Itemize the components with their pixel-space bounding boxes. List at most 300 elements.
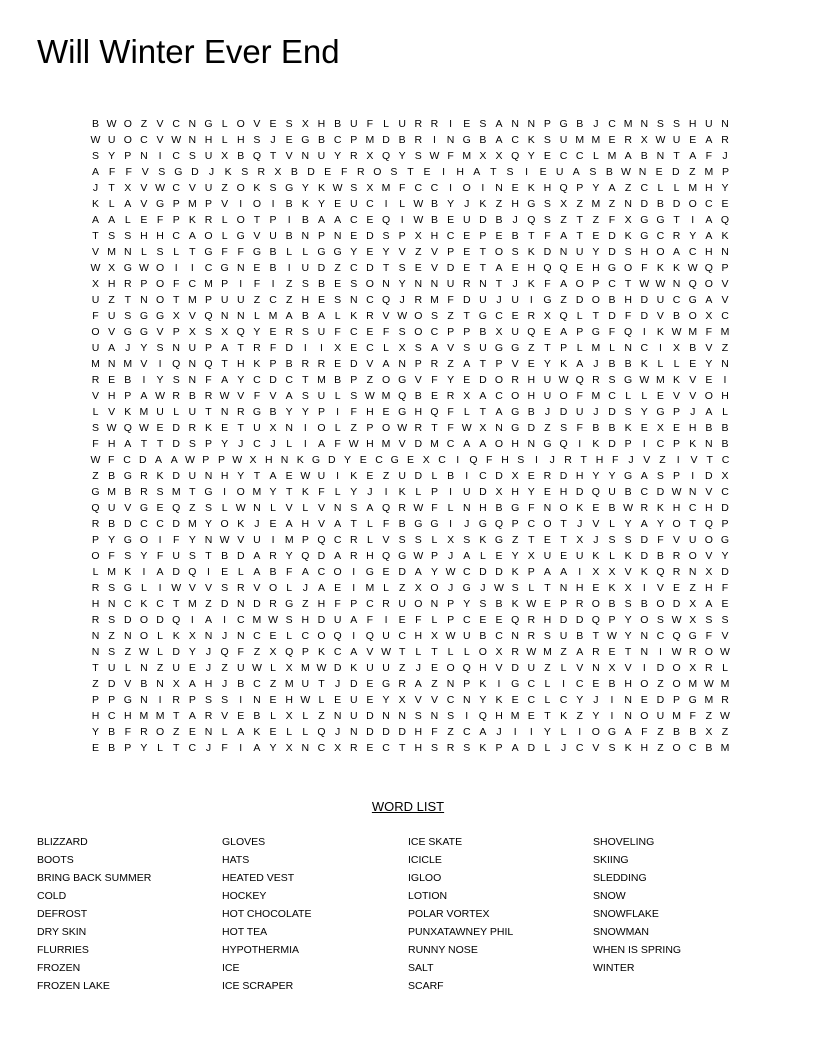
word-list-item: HOCKEY <box>222 890 267 902</box>
grid-letter: V <box>188 310 196 322</box>
grid-letter: X <box>414 230 422 242</box>
grid-letter: H <box>479 502 487 514</box>
grid-letter: C <box>253 678 261 690</box>
grid-letter: T <box>624 278 632 290</box>
grid-letter: I <box>497 678 501 690</box>
grid-letter: U <box>656 710 665 722</box>
grid-letter: H <box>430 230 439 242</box>
grid-letter: Y <box>527 486 535 498</box>
grid-letter: V <box>188 582 196 594</box>
grid-letter: E <box>334 198 342 210</box>
grid-letter: B <box>301 310 309 322</box>
grid-letter: R <box>414 134 423 146</box>
grid-letter: E <box>543 326 551 338</box>
grid-letter: W <box>413 502 424 514</box>
grid-letter: L <box>286 438 293 450</box>
grid-letter: L <box>673 182 680 194</box>
grid-letter: L <box>479 550 486 562</box>
grid-letter: Z <box>205 598 212 610</box>
grid-letter: B <box>721 422 729 434</box>
grid-row <box>88 260 733 276</box>
grid-letter: R <box>349 742 358 754</box>
grid-letter: R <box>705 662 713 674</box>
grid-letter: E <box>576 262 584 274</box>
grid-letter: D <box>705 470 713 482</box>
word-list-item: ICE <box>222 962 240 974</box>
grid-letter: H <box>672 502 681 514</box>
grid-letter: E <box>156 502 164 514</box>
grid-letter: G <box>252 246 261 258</box>
grid-letter: E <box>656 390 664 402</box>
grid-letter: K <box>317 646 325 658</box>
grid-letter: G <box>123 534 132 546</box>
grid-letter: E <box>543 486 551 498</box>
grid-letter: L <box>383 118 389 130</box>
grid-letter: C <box>333 134 342 146</box>
grid-letter: Q <box>172 502 181 514</box>
grid-letter: L <box>722 662 728 674</box>
grid-letter: V <box>576 662 584 674</box>
grid-letter: N <box>220 406 229 418</box>
grid-letter: N <box>188 134 197 146</box>
grid-letter: T <box>706 454 713 466</box>
grid-letter: L <box>431 534 438 546</box>
grid-letter: Y <box>237 470 245 482</box>
grid-letter: P <box>673 470 681 482</box>
grid-letter: W <box>268 614 278 626</box>
grid-letter: F <box>544 230 551 242</box>
grid-letter: F <box>431 726 438 738</box>
grid-letter: H <box>688 118 697 130</box>
grid-letter: G <box>543 438 552 450</box>
grid-row <box>88 116 733 132</box>
grid-letter: Y <box>543 726 551 738</box>
grid-letter: S <box>463 742 471 754</box>
grid-letter: S <box>589 166 597 178</box>
grid-letter: N <box>640 118 649 130</box>
word-list-column <box>222 835 402 997</box>
grid-letter: C <box>511 134 519 146</box>
grid-letter: D <box>721 566 729 578</box>
grid-letter: A <box>640 470 648 482</box>
grid-letter: E <box>673 582 681 594</box>
grid-letter: J <box>92 182 99 194</box>
grid-letter: X <box>689 662 697 674</box>
grid-letter: D <box>721 502 729 514</box>
grid-letter: Q <box>381 214 391 226</box>
grid-letter: A <box>285 390 293 402</box>
grid-letter: Q <box>591 486 600 498</box>
grid-letter: H <box>107 278 116 290</box>
grid-letter: M <box>317 374 326 386</box>
grid-letter: W <box>445 630 456 642</box>
grid-letter: I <box>142 374 146 386</box>
grid-letter: E <box>414 262 422 274</box>
grid-letter: S <box>705 614 713 626</box>
grid-letter: D <box>656 662 665 674</box>
grid-letter: V <box>689 390 697 402</box>
grid-letter: X <box>527 550 535 562</box>
grid-letter: S <box>172 374 180 386</box>
grid-letter: Z <box>366 374 374 386</box>
grid-letter: T <box>302 374 309 386</box>
word-list-item: ICE SKATE <box>408 836 463 848</box>
grid-letter: D <box>671 166 680 178</box>
grid-letter: F <box>108 454 115 466</box>
grid-letter: N <box>253 694 261 706</box>
word-list-item: FROZEN LAKE <box>37 980 110 992</box>
grid-letter: O <box>559 502 568 514</box>
grid-letter: V <box>253 582 261 594</box>
grid-letter: M <box>381 182 391 194</box>
grid-letter: N <box>624 694 632 706</box>
grid-letter: H <box>543 614 552 626</box>
grid-letter: T <box>689 518 696 530</box>
grid-letter: T <box>237 342 244 354</box>
grid-letter: T <box>479 358 487 370</box>
grid-letter: H <box>705 502 713 514</box>
grid-letter: R <box>592 646 600 658</box>
grid-letter: V <box>511 358 519 370</box>
grid-letter: A <box>479 390 487 402</box>
grid-letter: D <box>640 310 649 322</box>
grid-letter: T <box>172 598 180 610</box>
grid-letter: I <box>449 118 453 130</box>
grid-letter: B <box>608 502 616 514</box>
grid-letter: Y <box>721 182 729 194</box>
grid-letter: E <box>560 550 568 562</box>
grid-letter: G <box>607 726 617 738</box>
grid-letter: B <box>608 358 616 370</box>
grid-letter: Y <box>624 630 632 642</box>
grid-letter: H <box>107 390 116 402</box>
grid-letter: Z <box>657 742 664 754</box>
grid-letter: N <box>91 630 100 642</box>
grid-letter: U <box>317 150 326 162</box>
grid-letter: U <box>462 630 471 642</box>
grid-letter: D <box>672 598 681 610</box>
grid-letter: P <box>495 358 503 370</box>
grid-letter: S <box>124 550 132 562</box>
grid-letter: R <box>91 374 100 386</box>
grid-letter: O <box>236 486 245 498</box>
grid-letter: W <box>671 326 682 338</box>
grid-row <box>88 372 733 388</box>
grid-letter: D <box>327 454 336 466</box>
grid-letter: B <box>624 358 632 370</box>
grid-letter: R <box>511 374 519 386</box>
grid-letter: W <box>655 278 666 290</box>
grid-letter: H <box>624 678 632 690</box>
grid-letter: A <box>705 134 713 146</box>
grid-letter: Y <box>398 150 406 162</box>
grid-letter: C <box>123 454 131 466</box>
grid-letter: S <box>156 246 164 258</box>
grid-letter: E <box>334 694 342 706</box>
grid-row <box>88 660 733 676</box>
grid-letter: H <box>705 182 713 194</box>
grid-letter: T <box>544 710 551 722</box>
grid-letter: Z <box>221 662 228 674</box>
grid-letter: F <box>447 406 454 418</box>
grid-letter: L <box>92 566 99 578</box>
grid-letter: Y <box>317 198 325 210</box>
grid-letter: V <box>141 166 149 178</box>
grid-letter: E <box>608 134 616 146</box>
grid-letter: X <box>285 662 293 674</box>
grid-letter: G <box>311 454 321 466</box>
grid-letter: T <box>124 294 131 306</box>
grid-letter: Z <box>382 470 390 482</box>
grid-letter: R <box>204 390 213 402</box>
grid-letter: W <box>623 502 634 514</box>
grid-letter: H <box>511 486 519 498</box>
grid-letter: L <box>366 518 373 530</box>
grid-letter: H <box>479 662 487 674</box>
grid-letter: O <box>155 262 165 274</box>
grid-letter: L <box>544 742 551 754</box>
grid-letter: A <box>624 726 632 738</box>
grid-letter: K <box>124 566 132 578</box>
grid-letter: U <box>479 294 487 306</box>
grid-letter: G <box>688 694 697 706</box>
grid-letter: C <box>317 742 326 754</box>
grid-letter: H <box>495 710 503 722</box>
grid-letter: W <box>185 454 195 466</box>
grid-letter: I <box>535 454 538 466</box>
grid-letter: P <box>543 118 551 130</box>
grid-letter: V <box>656 310 664 322</box>
grid-row <box>88 692 733 708</box>
grid-letter: Y <box>91 726 99 738</box>
grid-letter: X <box>172 678 180 690</box>
grid-letter: B <box>108 742 116 754</box>
word-list-item: HYPOTHERMIA <box>222 944 300 956</box>
grid-letter: E <box>269 518 277 530</box>
grid-letter: S <box>285 118 293 130</box>
grid-letter: F <box>108 166 116 178</box>
grid-letter: G <box>123 262 132 274</box>
grid-letter: T <box>253 470 261 482</box>
grid-letter: C <box>575 678 584 690</box>
grid-letter: R <box>285 326 293 338</box>
grid-letter: S <box>430 310 438 322</box>
grid-letter: Q <box>220 646 229 658</box>
grid-letter: T <box>156 438 164 450</box>
grid-letter: J <box>496 726 502 738</box>
grid-letter: J <box>205 646 212 658</box>
grid-letter: U <box>172 550 180 562</box>
grid-letter: A <box>705 406 713 418</box>
grid-letter: L <box>221 726 228 738</box>
grid-letter: G <box>462 582 471 594</box>
grid-letter: X <box>705 566 713 578</box>
grid-letter: R <box>462 278 471 290</box>
grid-letter: W <box>300 694 311 706</box>
grid-letter: B <box>479 326 487 338</box>
grid-letter: E <box>350 342 358 354</box>
grid-letter: C <box>688 502 697 514</box>
grid-letter: F <box>172 278 180 290</box>
grid-letter: U <box>527 662 536 674</box>
grid-letter: E <box>527 470 535 482</box>
grid-letter: N <box>705 438 713 450</box>
grid-letter: L <box>334 486 341 498</box>
grid-letter: M <box>720 678 730 690</box>
grid-letter: U <box>559 630 568 642</box>
grid-letter: Y <box>656 518 664 530</box>
grid-letter: F <box>334 326 341 338</box>
grid-letter: X <box>269 422 277 434</box>
grid-letter: T <box>398 742 406 754</box>
grid-row <box>88 212 733 228</box>
grid-letter: Z <box>334 262 341 274</box>
grid-letter: O <box>672 742 681 754</box>
grid-letter: W <box>316 662 327 674</box>
grid-letter: D <box>172 470 180 482</box>
grid-letter: L <box>270 502 276 514</box>
grid-letter: X <box>124 182 132 194</box>
grid-letter: N <box>236 598 245 610</box>
grid-letter: W <box>155 182 166 194</box>
grid-letter: K <box>172 630 180 642</box>
word-list-item: POLAR VORTEX <box>408 908 490 920</box>
grid-letter: B <box>608 598 616 610</box>
grid-letter: E <box>188 662 196 674</box>
grid-letter: Y <box>140 342 148 354</box>
grid-letter: Y <box>382 694 390 706</box>
grid-letter: P <box>414 358 422 370</box>
word-list-item: BLIZZARD <box>37 836 88 848</box>
grid-letter: Z <box>431 678 438 690</box>
grid-letter: H <box>688 422 697 434</box>
grid-row <box>88 564 733 580</box>
grid-letter: I <box>303 438 307 450</box>
grid-letter: N <box>156 678 164 690</box>
grid-letter: Q <box>478 710 487 722</box>
grid-letter: B <box>576 630 584 642</box>
grid-letter: V <box>705 486 713 498</box>
grid-letter: V <box>689 374 697 386</box>
grid-letter: X <box>108 262 116 274</box>
grid-letter: X <box>285 710 293 722</box>
grid-letter: M <box>591 390 601 402</box>
grid-letter: O <box>672 678 681 690</box>
grid-letter: A <box>640 518 648 530</box>
grid-letter: V <box>721 294 729 306</box>
grid-letter: U <box>575 406 584 418</box>
grid-letter: B <box>430 214 438 226</box>
grid-letter: M <box>123 358 133 370</box>
grid-letter: U <box>333 614 342 626</box>
grid-letter: Y <box>301 182 309 194</box>
grid-letter: L <box>641 390 648 402</box>
grid-letter: O <box>91 326 100 338</box>
grid-letter: H <box>511 198 519 210</box>
grid-letter: E <box>608 646 616 658</box>
grid-letter: Y <box>608 470 616 482</box>
grid-letter: B <box>398 518 406 530</box>
grid-letter: S <box>517 454 525 466</box>
letter-grid <box>88 116 733 756</box>
grid-letter: G <box>204 486 213 498</box>
grid-letter: S <box>414 710 422 722</box>
grid-letter: B <box>124 374 132 386</box>
grid-letter: V <box>140 198 148 210</box>
grid-letter: Q <box>188 566 197 578</box>
grid-letter: C <box>285 374 293 386</box>
word-list-item: WHEN IS SPRING <box>593 944 682 956</box>
grid-letter: A <box>495 262 503 274</box>
grid-letter: X <box>592 566 600 578</box>
grid-letter: T <box>544 582 551 594</box>
grid-letter: U <box>672 134 681 146</box>
grid-letter: Y <box>592 246 600 258</box>
grid-letter: H <box>559 486 568 498</box>
grid-letter: H <box>366 550 374 562</box>
grid-letter: O <box>494 374 504 386</box>
grid-letter: E <box>269 326 277 338</box>
grid-letter: P <box>430 550 438 562</box>
grid-letter: W <box>106 422 117 434</box>
grid-letter: U <box>107 134 116 146</box>
grid-letter: I <box>271 278 275 290</box>
grid-letter: A <box>334 550 342 562</box>
grid-letter: M <box>300 662 310 674</box>
grid-letter: E <box>324 166 332 178</box>
grid-letter: S <box>656 470 664 482</box>
grid-letter: I <box>642 662 646 674</box>
grid-letter: E <box>511 694 519 706</box>
grid-letter: A <box>285 310 293 322</box>
grid-letter: I <box>658 342 662 354</box>
grid-letter: W <box>348 438 359 450</box>
grid-letter: Z <box>721 726 729 738</box>
grid-letter: V <box>269 390 277 402</box>
grid-letter: O <box>559 390 568 402</box>
grid-letter: Z <box>689 582 696 594</box>
grid-letter: P <box>463 326 471 338</box>
grid-letter: Q <box>688 278 697 290</box>
grid-letter: L <box>253 310 260 322</box>
grid-letter: D <box>285 342 293 354</box>
grid-letter: F <box>237 646 244 658</box>
grid-letter: E <box>140 214 148 226</box>
grid-letter: O <box>478 646 487 658</box>
grid-letter: S <box>301 326 309 338</box>
grid-letter: E <box>511 262 519 274</box>
grid-letter: S <box>463 342 471 354</box>
grid-letter: M <box>656 374 665 386</box>
grid-letter: S <box>398 534 406 546</box>
grid-letter: U <box>479 342 487 354</box>
grid-letter: V <box>430 246 438 258</box>
grid-letter: A <box>479 438 487 450</box>
grid-letter: Y <box>350 246 358 258</box>
grid-letter: C <box>430 326 439 338</box>
grid-letter: A <box>543 566 551 578</box>
grid-letter: V <box>624 662 632 674</box>
grid-letter: F <box>237 246 244 258</box>
grid-letter: P <box>463 678 471 690</box>
grid-letter: L <box>415 486 422 498</box>
grid-letter: A <box>705 230 713 242</box>
grid-letter: W <box>671 646 682 658</box>
grid-letter: W <box>138 262 149 274</box>
grid-letter: G <box>511 678 520 690</box>
grid-letter: J <box>480 582 486 594</box>
grid-letter: A <box>560 326 568 338</box>
